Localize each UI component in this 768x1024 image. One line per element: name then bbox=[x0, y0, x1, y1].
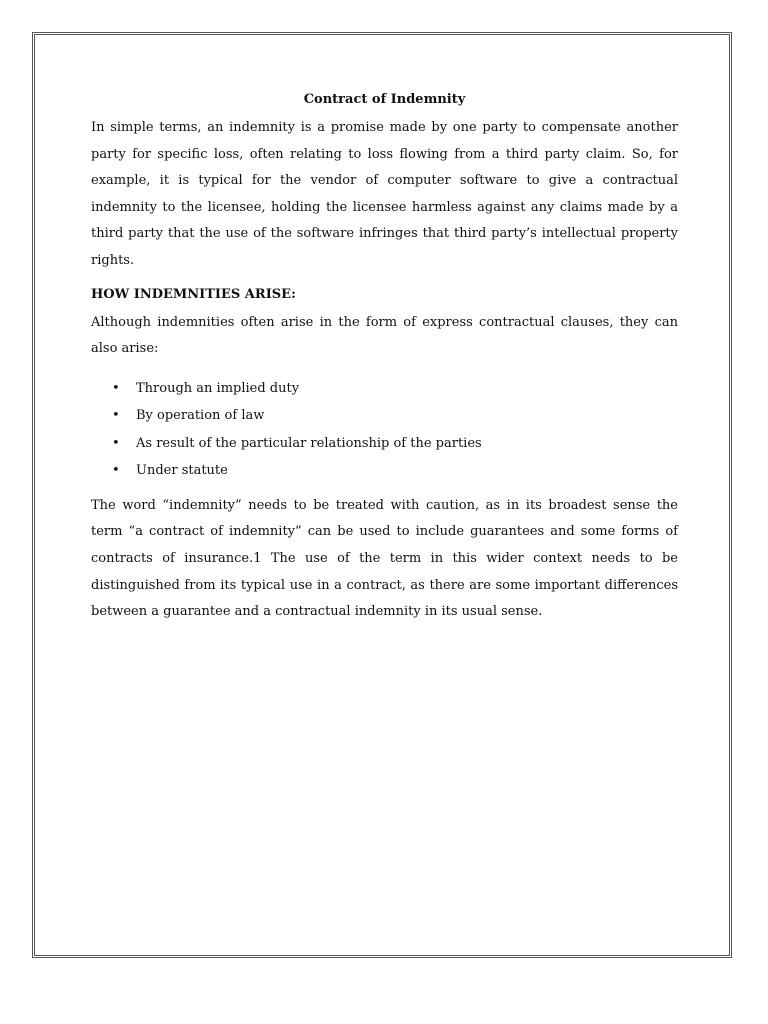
list-item-text: As result of the particular relationship of the parties bbox=[136, 435, 482, 451]
document-body bbox=[91, 90, 678, 626]
intro-paragraph: In simple terms, an indemnity is a promise made by one party to compensate another party for specific loss, often relating to loss flowing from a third party claim. So, for example, it is typical for the vendor of computer software to give a contractual indemnity to the licensee, holding the licensee harmless against any claims made by a third party that the use of the software infringes that third party’s intellectual property rights. bbox=[91, 120, 678, 268]
section-intro-paragraph: Although indemnities often arise in the form of express contractual clauses, they can also arise: bbox=[91, 314, 678, 357]
list-item bbox=[91, 430, 678, 458]
bullet-icon: • bbox=[112, 435, 120, 451]
bullet-icon: • bbox=[112, 380, 120, 396]
bullet-icon: • bbox=[112, 463, 120, 479]
document-title: Contract of Indemnity bbox=[303, 92, 466, 107]
list-item bbox=[91, 402, 678, 430]
list-item bbox=[91, 457, 678, 485]
indemnity-sources-list bbox=[91, 375, 678, 485]
list-item-text: Through an implied duty bbox=[136, 380, 300, 396]
closing-paragraph: The word “indemnity” needs to be treated with caution, as in its broadest sense the term “a contract of indemnity” can be used to include guarantees and some forms of contracts of insurance.1 The use of the term in this wider context needs to be distinguished from its typical use in a contract, as there are some important differences between a guarantee and a contractual indemnity in its usual sense. bbox=[91, 497, 678, 620]
list-item-text: Under statute bbox=[136, 463, 228, 479]
bullet-icon: • bbox=[112, 408, 120, 424]
section-heading: HOW INDEMNITIES ARISE: bbox=[91, 286, 296, 302]
list-item bbox=[91, 375, 678, 403]
list-item-text: By operation of law bbox=[136, 408, 265, 424]
